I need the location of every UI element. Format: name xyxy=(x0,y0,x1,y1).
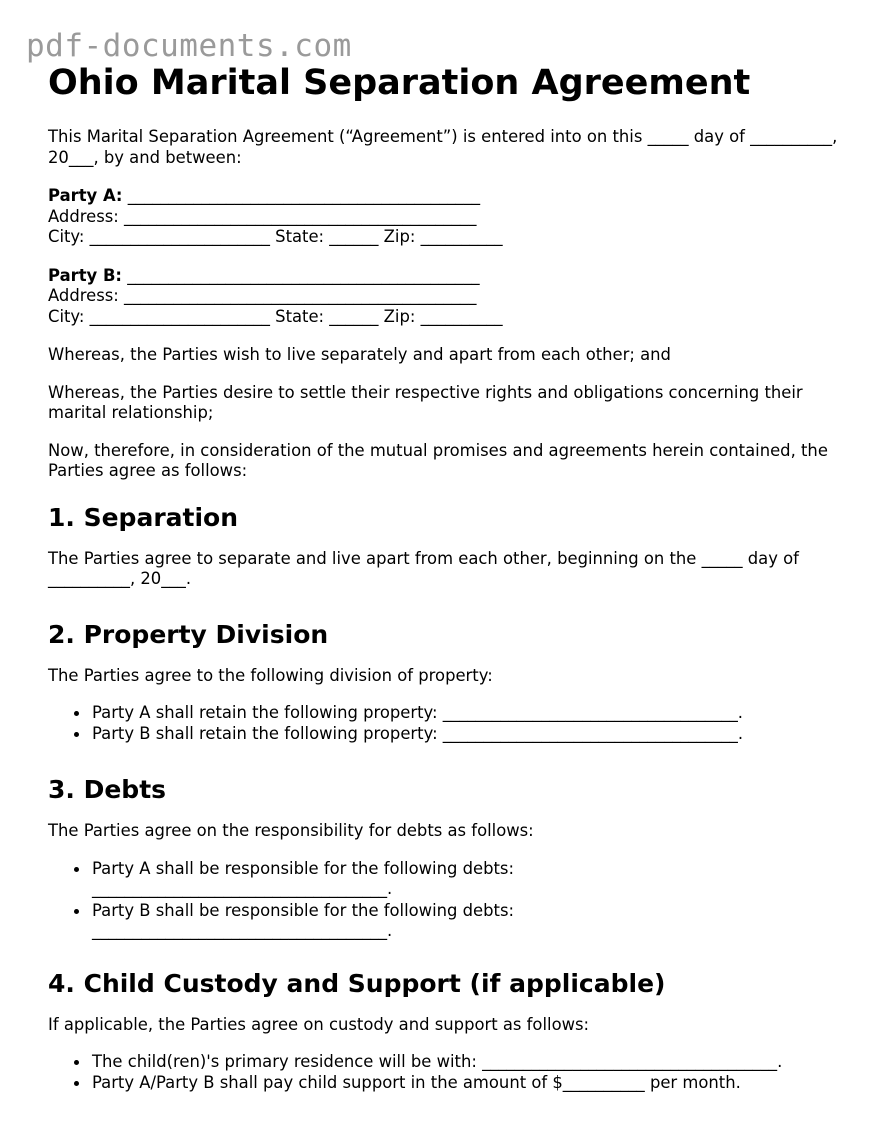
intro-paragraph: This Marital Separation Agreement (“Agreement”) is entered into on this _____ day of __________, 20___, by and between: xyxy=(48,127,838,167)
section-property-text: The Parties agree to the following division of property: xyxy=(48,665,493,685)
document-page xyxy=(48,60,838,1093)
list-item: Party B shall retain the following property: ____________________________________. xyxy=(92,724,838,745)
section-debts-heading: 3. Debts xyxy=(48,775,167,804)
party-b-name-line xyxy=(48,266,838,287)
list-item: Party A shall retain the following property: ____________________________________. xyxy=(92,703,838,724)
section-property-heading: 2. Property Division xyxy=(48,619,329,649)
section-separation-text: The Parties agree to separate and live apart from each other, beginning on the _____ day of __________, 20___. xyxy=(48,548,799,588)
party-b-label: Party B: xyxy=(48,265,122,285)
watermark: pdf-documents.com xyxy=(26,28,352,64)
now-therefore-paragraph: Now, therefore, in consideration of the mutual promises and agreements herein contained, the Parties agree as follows: xyxy=(48,440,828,480)
whereas-paragraph-2: Whereas, the Parties desire to settle their respective rights and obligations concerning their marital relationship; xyxy=(48,382,803,422)
party-a-label: Party A: xyxy=(48,186,123,205)
party-a-address-line: Address: ___________________________________________ xyxy=(48,206,477,226)
whereas-paragraph-1: Whereas, the Parties wish to live separately and apart from each other; and xyxy=(48,345,671,364)
section-separation-heading: 1. Separation xyxy=(48,502,239,532)
party-b-block xyxy=(48,266,838,328)
property-list xyxy=(48,703,838,744)
section-debts-text: The Parties agree on the responsibility for debts as follows: xyxy=(48,821,534,840)
party-b-address-line: Address: ___________________________________________ xyxy=(48,286,477,305)
party-a-city-line: City: ______________________ State: ______ Zip: __________ xyxy=(48,227,503,246)
document-title: Ohio Marital Separation Agreement xyxy=(48,63,751,103)
section-custody-text: If applicable, the Parties agree on custody and support as follows: xyxy=(48,1014,590,1034)
party-a-name-blank: ___________________________________________ xyxy=(122,186,481,205)
custody-list xyxy=(48,1052,838,1093)
list-item: Party A/Party B shall pay child support in the amount of $__________ per month. xyxy=(92,1073,838,1094)
list-item: Party B shall be responsible for the following debts: ____________________________________. xyxy=(92,901,572,942)
debts-list xyxy=(48,859,572,942)
party-b-city-line: City: ______________________ State: ______ Zip: __________ xyxy=(48,306,503,326)
party-a-block xyxy=(48,186,838,248)
section-custody-heading: 4. Child Custody and Support (if applicable) xyxy=(48,968,666,998)
list-item: Party A shall be responsible for the following debts: ____________________________________. xyxy=(92,859,572,900)
party-a-name-line xyxy=(48,186,838,207)
list-item: The child(ren)'s primary residence will be with: ____________________________________. xyxy=(92,1052,838,1073)
party-b-name-blank: ___________________________________________ xyxy=(122,265,480,285)
